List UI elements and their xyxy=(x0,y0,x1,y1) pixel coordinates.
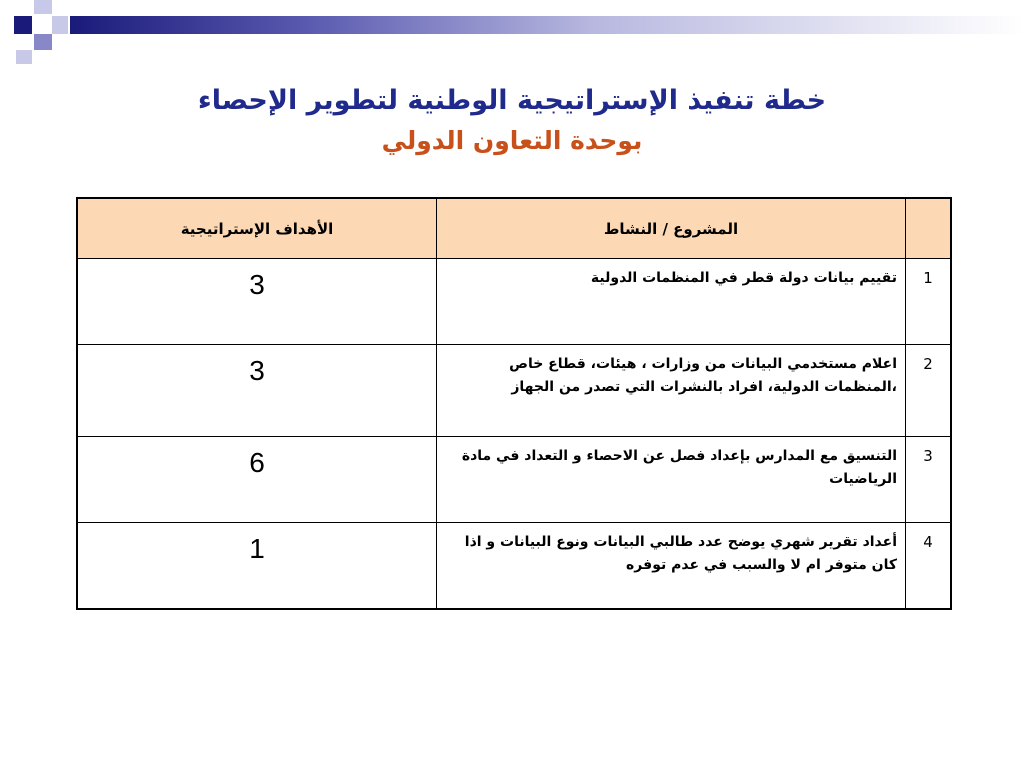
row-goal: 3 xyxy=(77,259,437,345)
deco-square-dark xyxy=(14,16,32,34)
header-activity: المشروع / النشاط xyxy=(437,198,906,259)
table-row xyxy=(77,437,951,523)
deco-square-light xyxy=(52,16,68,34)
table-header-row xyxy=(77,198,951,259)
slide-title: خطة تنفيذ الإستراتيجية الوطنية لتطوير الإحصاء xyxy=(197,85,827,116)
table-row xyxy=(77,345,951,437)
deco-square-light xyxy=(34,0,52,14)
row-number: 4 xyxy=(906,523,952,609)
row-number: 2 xyxy=(906,345,952,437)
top-gradient-bar xyxy=(70,16,1024,34)
row-activity: تقييم بيانات دولة قطر في المنظمات الدولية xyxy=(437,259,906,345)
row-goal: 3 xyxy=(77,345,437,437)
deco-square-mid xyxy=(34,34,52,50)
row-activity: اعلام مستخدمي البيانات من وزارات ، هيئات، قطاع خاص ،المنظمات الدولية، افراد بالنشرات التي تصدر من الجهاز xyxy=(437,345,906,437)
slide-subtitle: بوحدة التعاون الدولي xyxy=(381,126,643,155)
table-row xyxy=(77,259,951,345)
row-goal: 1 xyxy=(77,523,437,609)
table-row xyxy=(77,523,951,609)
header-num xyxy=(906,198,952,259)
header-goals: الأهداف الإستراتيجية xyxy=(77,198,437,259)
row-activity: التنسيق مع المدارس بإعداد فصل عن الاحصاء و التعداد في مادة الرياضيات xyxy=(437,437,906,523)
row-activity: أعداد تقرير شهري يوضح عدد طالبي البيانات ونوع البيانات و اذا كان متوفر ام لا والسبب في عدم توفره xyxy=(437,523,906,609)
row-goal: 6 xyxy=(77,437,437,523)
row-number: 3 xyxy=(906,437,952,523)
row-number: 1 xyxy=(906,259,952,345)
slide-titles xyxy=(0,82,1024,160)
plan-table xyxy=(76,197,952,610)
deco-square-light xyxy=(16,50,32,64)
